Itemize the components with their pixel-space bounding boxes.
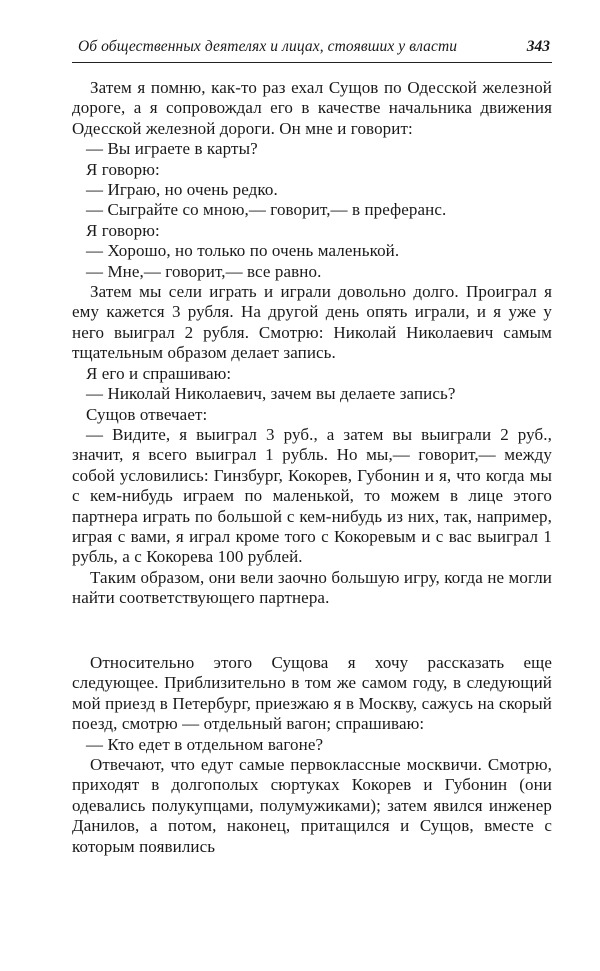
dialogue-line: Я говорю: bbox=[86, 220, 160, 240]
dialogue-line: — Играю, но очень редко. bbox=[86, 180, 278, 200]
page-number: 343 bbox=[526, 38, 550, 55]
paragraph: Затем мы сели играть и играли довольно долго. Проиграл я ему кажется 3 рубля. На другой день опять играли, и я уже у него выиграл 2 рубля. Смотрю: Николай Николаевич самым тщательным образом делает запись. bbox=[72, 282, 552, 363]
running-title: Об общественных деятелях и лицах, стоявших у власти bbox=[78, 38, 458, 55]
dialogue-line: Я говорю: bbox=[86, 159, 160, 179]
dialogue-line: — Видите, я выиграл 3 руб., а затем вы выиграли 2 руб., значит, я всего выиграл 1 рубль. Но мы,— говорит,— между собой условились: Гинзбург, Кокорев, Губонин и я, что когда мы с кем-нибудь играем по маленькой, то можем в лице этого партнера играть по большой с кем-нибудь из них, так, например, играя с вами, я играл кроме того с Кокоревым и с вас выиграл 1 рубль, а с Кокорева 100 рублей. bbox=[72, 424, 552, 567]
paragraph: Таким образом, они вели заочно большую игру, когда не могли найти соответствующего партнера. bbox=[72, 567, 552, 608]
dialogue-line: — Кто едет в отдельном вагоне? bbox=[86, 734, 324, 754]
dialogue-line: — Вы играете в карты? bbox=[86, 139, 258, 159]
header-rule bbox=[72, 62, 552, 63]
text-section-1 bbox=[72, 78, 552, 609]
dialogue-line: — Хорошо, но только по очень маленькой. bbox=[86, 241, 400, 261]
paragraph: Затем я помню, как-то раз ехал Сущов по Одесской железной дороге, а я сопровождал его в качестве начальника движения Одесской железной дороги. Он мне и говорит: bbox=[72, 78, 552, 138]
dialogue-line: Я его и спрашиваю: bbox=[86, 363, 232, 383]
dialogue-line: Сущов отвечает: bbox=[86, 404, 208, 424]
running-head bbox=[72, 34, 550, 60]
dialogue-line: — Мне,— говорит,— все равно. bbox=[86, 261, 322, 281]
paragraph: Отвечают, что едут самые первоклассные москвичи. Смотрю, приходят в долгополых сюртуках Кокорев и Губонин (они одевались полукупцами, полумужиками); затем явился инженер Данилов, а потом, наконец, притащился и Сущов, вместе с которым появились bbox=[72, 755, 552, 856]
dialogue-line: — Николай Николаевич, зачем вы делаете запись? bbox=[86, 384, 456, 404]
dialogue-line: — Сыграйте со мною,— говорит,— в преферанс. bbox=[86, 200, 447, 220]
text-section-2 bbox=[72, 653, 552, 857]
paragraph: Относительно этого Сущова я хочу рассказать еще следующее. Приблизительно в том же самом году, в следующий мой приезд в Петербург, приезжаю я в Москву, сажусь на скорый поезд, смотрю — отдельный вагон; спрашиваю: bbox=[72, 653, 552, 734]
